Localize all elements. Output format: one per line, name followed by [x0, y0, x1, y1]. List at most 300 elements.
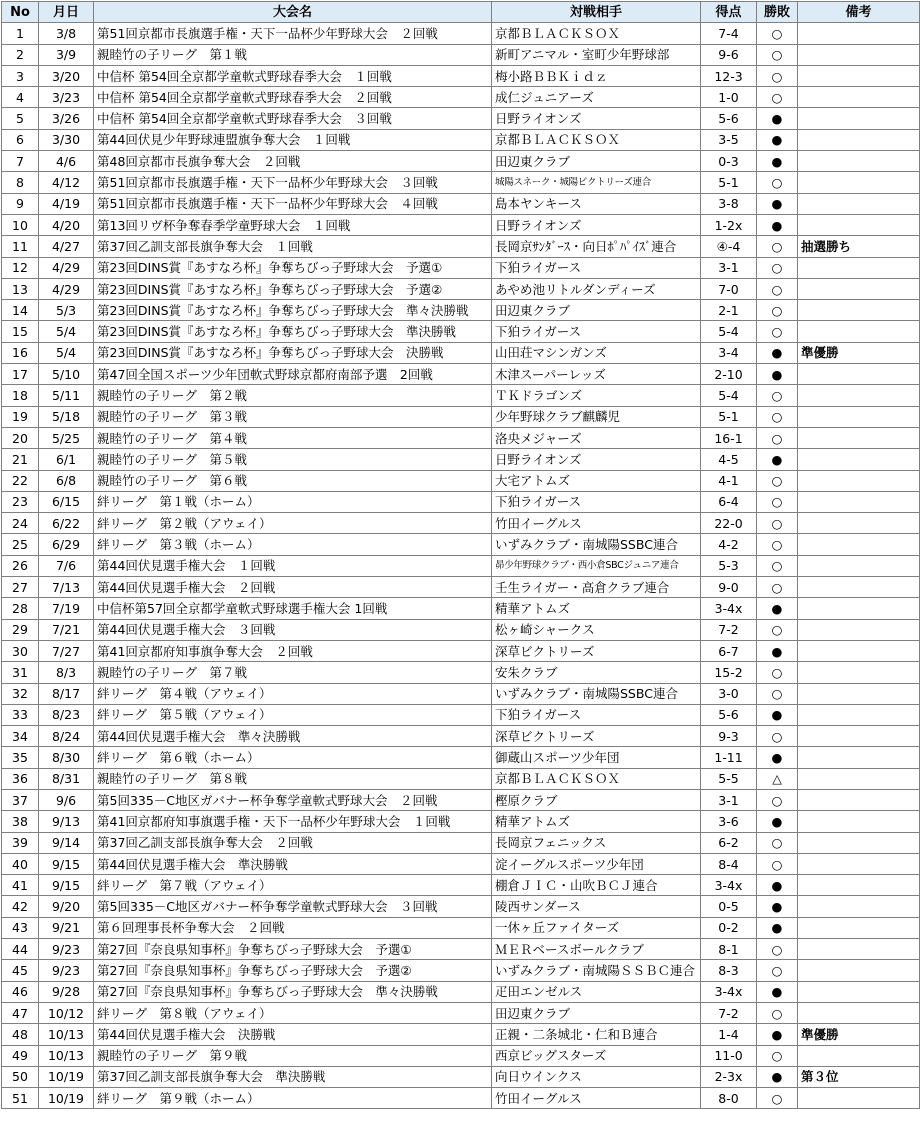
- row-score: 22-0: [701, 513, 757, 534]
- row-score: 5-4: [701, 321, 757, 342]
- row-notes: 抽選勝ち: [798, 236, 920, 257]
- row-date: 9/13: [39, 811, 94, 832]
- row-result: △: [757, 768, 798, 789]
- row-tournament: 第23回DINS賞『あすなろ杯』争奪ちびっ子野球大会 予選②: [94, 278, 492, 299]
- row-tournament: 中信杯第57回全京都学童軟式野球選手権大会 1回戦: [94, 598, 492, 619]
- row-opponent: 安朱クラブ: [492, 662, 701, 683]
- row-result: ○: [757, 960, 798, 981]
- table-row: [2, 1024, 920, 1045]
- row-no: 42: [2, 896, 39, 917]
- row-result: ○: [757, 832, 798, 853]
- row-no: 43: [2, 917, 39, 938]
- row-notes: [798, 1045, 920, 1066]
- table-row: [2, 704, 920, 725]
- row-tournament: 第44回伏見選手権大会 ２回戦: [94, 577, 492, 598]
- table-row: [2, 1002, 920, 1023]
- row-result: ○: [757, 172, 798, 193]
- row-date: 4/12: [39, 172, 94, 193]
- row-result: ○: [757, 939, 798, 960]
- row-opponent: 田辺東クラブ: [492, 151, 701, 172]
- row-notes: [798, 789, 920, 810]
- row-notes: [798, 619, 920, 640]
- row-result: ○: [757, 278, 798, 299]
- row-no: 39: [2, 832, 39, 853]
- row-tournament: 第44回伏見選手権大会 準々決勝戦: [94, 726, 492, 747]
- row-no: 20: [2, 427, 39, 448]
- table-row: [2, 726, 920, 747]
- row-tournament: 第６回理事長杯争奪大会 ２回戦: [94, 917, 492, 938]
- row-opponent: 陵西サンダース: [492, 896, 701, 917]
- row-opponent: 正親・二条城北・仁和Ｂ連合: [492, 1024, 701, 1045]
- row-date: 8/23: [39, 704, 94, 725]
- row-notes: [798, 257, 920, 278]
- row-score: 0-5: [701, 896, 757, 917]
- row-result: ○: [757, 1002, 798, 1023]
- row-notes: [798, 640, 920, 661]
- row-tournament: 絆リーグ 第３戦（ホーム）: [94, 534, 492, 555]
- row-date: 10/19: [39, 1088, 94, 1109]
- row-no: 9: [2, 193, 39, 214]
- row-notes: 第３位: [798, 1066, 920, 1087]
- row-result: ●: [757, 981, 798, 1002]
- row-no: 17: [2, 364, 39, 385]
- row-date: 5/3: [39, 300, 94, 321]
- row-notes: [798, 704, 920, 725]
- row-opponent: 梅小路ＢＢＫｉｄｚ: [492, 65, 701, 86]
- row-tournament: 第23回DINS賞『あすなろ杯』争奪ちびっ子野球大会 決勝戦: [94, 342, 492, 363]
- row-result: ○: [757, 65, 798, 86]
- row-tournament: 第48回京都市長旗争奪大会 ２回戦: [94, 151, 492, 172]
- row-score: 5-6: [701, 108, 757, 129]
- row-opponent: 成仁ジュニアーズ: [492, 87, 701, 108]
- row-tournament: 絆リーグ 第６戦（ホーム）: [94, 747, 492, 768]
- row-date: 7/21: [39, 619, 94, 640]
- row-opponent: いずみクラブ・南城陽SSBC連合: [492, 683, 701, 704]
- row-tournament: 絆リーグ 第１戦（ホーム）: [94, 491, 492, 512]
- row-score: 5-4: [701, 385, 757, 406]
- row-opponent: 田辺東クラブ: [492, 1002, 701, 1023]
- table-row: [2, 981, 920, 1002]
- row-tournament: 第41回京都府知事旗選手権・天下一品杯少年野球大会 １回戦: [94, 811, 492, 832]
- table-row: [2, 662, 920, 683]
- row-score: 16-1: [701, 427, 757, 448]
- row-result: ●: [757, 129, 798, 150]
- row-no: 36: [2, 768, 39, 789]
- row-opponent: ＭＥＲベースボールクラブ: [492, 939, 701, 960]
- row-notes: [798, 406, 920, 427]
- row-score: 4-2: [701, 534, 757, 555]
- row-opponent: 山田荘マシンガンズ: [492, 342, 701, 363]
- row-score: 8-0: [701, 1088, 757, 1109]
- row-opponent: 竹田イーグルス: [492, 513, 701, 534]
- row-notes: [798, 768, 920, 789]
- table-row: [2, 427, 920, 448]
- row-tournament: 第27回『奈良県知事杯』争奪ちびっ子野球大会 予選①: [94, 939, 492, 960]
- row-tournament: 第5回335－C地区ガバナー杯争奪学童軟式野球大会 ２回戦: [94, 789, 492, 810]
- row-tournament: 第47回全国スポーツ少年団軟式野球京都府南部予選 2回戦: [94, 364, 492, 385]
- header-result: 勝敗: [757, 2, 798, 23]
- row-notes: [798, 981, 920, 1002]
- row-tournament: 親睦竹の子リーグ 第２戦: [94, 385, 492, 406]
- row-tournament: 親睦竹の子リーグ 第３戦: [94, 406, 492, 427]
- row-tournament: 中信杯 第54回全京都学童軟式野球春季大会 １回戦: [94, 65, 492, 86]
- row-date: 9/23: [39, 939, 94, 960]
- row-result: ●: [757, 151, 798, 172]
- header-no: No: [2, 2, 39, 23]
- row-opponent: 深草ビクトリーズ: [492, 726, 701, 747]
- row-result: ○: [757, 470, 798, 491]
- row-opponent: 棚倉ＪＩＣ・山吹ＢＣＪ連合: [492, 875, 701, 896]
- table-row: [2, 1066, 920, 1087]
- table-row: [2, 555, 920, 576]
- row-opponent: 精華アトムズ: [492, 598, 701, 619]
- row-no: 21: [2, 449, 39, 470]
- row-date: 10/13: [39, 1045, 94, 1066]
- row-score: 9-6: [701, 44, 757, 65]
- table-row: [2, 491, 920, 512]
- row-no: 23: [2, 491, 39, 512]
- row-opponent: 樫原クラブ: [492, 789, 701, 810]
- row-notes: [798, 747, 920, 768]
- row-no: 41: [2, 875, 39, 896]
- row-tournament: 絆リーグ 第２戦（アウェイ）: [94, 513, 492, 534]
- row-opponent: 下狛ライガース: [492, 321, 701, 342]
- row-no: 24: [2, 513, 39, 534]
- row-notes: [798, 726, 920, 747]
- row-notes: [798, 491, 920, 512]
- row-score: 3-4x: [701, 598, 757, 619]
- row-notes: [798, 427, 920, 448]
- row-result: ○: [757, 321, 798, 342]
- row-result: ●: [757, 640, 798, 661]
- row-opponent: 御蔵山スポーツ少年団: [492, 747, 701, 768]
- row-no: 49: [2, 1045, 39, 1066]
- row-no: 7: [2, 151, 39, 172]
- row-result: ○: [757, 789, 798, 810]
- row-score: 0-3: [701, 151, 757, 172]
- row-no: 28: [2, 598, 39, 619]
- row-opponent: 下狛ライガース: [492, 491, 701, 512]
- row-opponent: いずみクラブ・南城陽ＳＳＢＣ連合: [492, 960, 701, 981]
- row-opponent: 昴少年野球クラブ・西小倉SBCジュニア連合: [492, 555, 701, 576]
- row-notes: [798, 108, 920, 129]
- row-date: 5/4: [39, 321, 94, 342]
- row-notes: [798, 193, 920, 214]
- row-score: 3-4x: [701, 981, 757, 1002]
- row-score: 3-4: [701, 342, 757, 363]
- row-no: 47: [2, 1002, 39, 1023]
- row-notes: [798, 513, 920, 534]
- row-date: 8/24: [39, 726, 94, 747]
- row-score: 7-2: [701, 1002, 757, 1023]
- row-no: 32: [2, 683, 39, 704]
- row-result: ●: [757, 193, 798, 214]
- row-result: ○: [757, 577, 798, 598]
- row-result: ●: [757, 108, 798, 129]
- row-notes: [798, 939, 920, 960]
- row-result: ●: [757, 704, 798, 725]
- row-no: 13: [2, 278, 39, 299]
- row-tournament: 第37回乙訓支部長旗争奪大会 準決勝戦: [94, 1066, 492, 1087]
- row-result: ○: [757, 44, 798, 65]
- row-opponent: 淀イーグルスポーツ少年団: [492, 853, 701, 874]
- row-opponent: ＴＫドラゴンズ: [492, 385, 701, 406]
- row-date: 8/17: [39, 683, 94, 704]
- row-tournament: 親睦竹の子リーグ 第７戦: [94, 662, 492, 683]
- row-notes: [798, 300, 920, 321]
- row-no: 35: [2, 747, 39, 768]
- row-no: 46: [2, 981, 39, 1002]
- row-opponent: 長岡京フェニックス: [492, 832, 701, 853]
- row-date: 6/8: [39, 470, 94, 491]
- row-no: 14: [2, 300, 39, 321]
- row-tournament: 親睦竹の子リーグ 第５戦: [94, 449, 492, 470]
- row-date: 9/21: [39, 917, 94, 938]
- row-tournament: 第23回DINS賞『あすなろ杯』争奪ちびっ子野球大会 予選①: [94, 257, 492, 278]
- row-result: ○: [757, 427, 798, 448]
- row-score: 1-0: [701, 87, 757, 108]
- row-opponent: 島本ヤンキース: [492, 193, 701, 214]
- row-date: 4/29: [39, 278, 94, 299]
- header-row: [2, 2, 920, 23]
- row-date: 9/23: [39, 960, 94, 981]
- row-notes: [798, 598, 920, 619]
- row-notes: 準優勝: [798, 342, 920, 363]
- row-opponent: 深草ビクトリーズ: [492, 640, 701, 661]
- row-opponent: あやめ池リトルダンディーズ: [492, 278, 701, 299]
- table-row: [2, 364, 920, 385]
- row-opponent: 下狛ライガース: [492, 704, 701, 725]
- row-date: 8/30: [39, 747, 94, 768]
- row-notes: [798, 683, 920, 704]
- row-score: 6-2: [701, 832, 757, 853]
- row-date: 3/20: [39, 65, 94, 86]
- row-result: ○: [757, 683, 798, 704]
- row-score: 7-2: [701, 619, 757, 640]
- row-no: 3: [2, 65, 39, 86]
- table-row: [2, 640, 920, 661]
- row-date: 7/6: [39, 555, 94, 576]
- row-notes: [798, 87, 920, 108]
- row-result: ○: [757, 23, 798, 44]
- table-row: [2, 385, 920, 406]
- row-no: 51: [2, 1088, 39, 1109]
- table-row: [2, 257, 920, 278]
- row-result: ○: [757, 619, 798, 640]
- row-opponent: 日野ライオンズ: [492, 449, 701, 470]
- row-no: 27: [2, 577, 39, 598]
- table-row: [2, 598, 920, 619]
- row-opponent: 西京ビッグスターズ: [492, 1045, 701, 1066]
- row-date: 4/27: [39, 236, 94, 257]
- row-date: 4/20: [39, 214, 94, 235]
- row-result: ○: [757, 1088, 798, 1109]
- row-date: 8/31: [39, 768, 94, 789]
- row-score: 2-1: [701, 300, 757, 321]
- row-date: 5/10: [39, 364, 94, 385]
- row-tournament: 中信杯 第54回全京都学童軟式野球春季大会 ２回戦: [94, 87, 492, 108]
- row-tournament: 第27回『奈良県知事杯』争奪ちびっ子野球大会 予選②: [94, 960, 492, 981]
- row-opponent: 木津スーパーレッズ: [492, 364, 701, 385]
- header-notes: 備考: [798, 2, 920, 23]
- row-opponent: 少年野球クラブ麒麟児: [492, 406, 701, 427]
- table-row: [2, 939, 920, 960]
- row-score: 12-3: [701, 65, 757, 86]
- row-notes: [798, 875, 920, 896]
- row-no: 4: [2, 87, 39, 108]
- table-row: [2, 87, 920, 108]
- row-result: ●: [757, 747, 798, 768]
- row-score: 5-5: [701, 768, 757, 789]
- row-result: ●: [757, 342, 798, 363]
- row-date: 5/11: [39, 385, 94, 406]
- row-result: ●: [757, 875, 798, 896]
- table-row: [2, 300, 920, 321]
- row-result: ●: [757, 449, 798, 470]
- row-date: 6/1: [39, 449, 94, 470]
- table-row: [2, 789, 920, 810]
- row-date: 6/22: [39, 513, 94, 534]
- row-no: 2: [2, 44, 39, 65]
- row-result: ○: [757, 1045, 798, 1066]
- row-notes: [798, 172, 920, 193]
- row-opponent: 洛央メジャーズ: [492, 427, 701, 448]
- row-date: 10/12: [39, 1002, 94, 1023]
- row-opponent: 疋田エンゼルス: [492, 981, 701, 1002]
- row-result: ○: [757, 406, 798, 427]
- row-result: ●: [757, 811, 798, 832]
- row-notes: 準優勝: [798, 1024, 920, 1045]
- row-tournament: 第23回DINS賞『あすなろ杯』争奪ちびっ子野球大会 準決勝戦: [94, 321, 492, 342]
- row-no: 44: [2, 939, 39, 960]
- row-notes: [798, 1002, 920, 1023]
- row-notes: [798, 364, 920, 385]
- row-result: ○: [757, 853, 798, 874]
- table-row: [2, 853, 920, 874]
- row-date: 9/20: [39, 896, 94, 917]
- row-notes: [798, 811, 920, 832]
- row-no: 10: [2, 214, 39, 235]
- row-score: 6-4: [701, 491, 757, 512]
- row-score: 7-4: [701, 23, 757, 44]
- row-score: 3-8: [701, 193, 757, 214]
- row-date: 10/19: [39, 1066, 94, 1087]
- row-result: ○: [757, 555, 798, 576]
- row-result: ●: [757, 917, 798, 938]
- row-date: 3/26: [39, 108, 94, 129]
- row-score: 1-4: [701, 1024, 757, 1045]
- row-no: 31: [2, 662, 39, 683]
- results-table: [1, 1, 920, 1109]
- row-tournament: 第44回伏見選手権大会 決勝戦: [94, 1024, 492, 1045]
- row-no: 1: [2, 23, 39, 44]
- row-opponent: 向日ウインクス: [492, 1066, 701, 1087]
- table-row: [2, 960, 920, 981]
- row-result: ●: [757, 598, 798, 619]
- table-row: [2, 321, 920, 342]
- table-row: [2, 577, 920, 598]
- row-tournament: 第37回乙訓支部長旗争奪大会 １回戦: [94, 236, 492, 257]
- row-date: 5/25: [39, 427, 94, 448]
- row-score: 2-10: [701, 364, 757, 385]
- row-tournament: 親睦竹の子リーグ 第９戦: [94, 1045, 492, 1066]
- row-notes: [798, 534, 920, 555]
- row-result: ○: [757, 513, 798, 534]
- row-opponent: 大宅アトムズ: [492, 470, 701, 491]
- row-no: 25: [2, 534, 39, 555]
- row-date: 9/6: [39, 789, 94, 810]
- table-row: [2, 129, 920, 150]
- row-score: ④-4: [701, 236, 757, 257]
- table-row: [2, 193, 920, 214]
- row-score: 3-6: [701, 811, 757, 832]
- table-row: [2, 832, 920, 853]
- row-tournament: 絆リーグ 第４戦（アウェイ）: [94, 683, 492, 704]
- table-row: [2, 449, 920, 470]
- row-tournament: 第23回DINS賞『あすなろ杯』争奪ちびっ子野球大会 準々決勝戦: [94, 300, 492, 321]
- row-opponent: 長岡京ｻﾝﾀﾞｰｽ・向日ﾎﾟﾊﾟｲｽﾞ連合: [492, 236, 701, 257]
- row-notes: [798, 470, 920, 491]
- row-tournament: 第44回伏見選手権大会 ３回戦: [94, 619, 492, 640]
- row-notes: [798, 1088, 920, 1109]
- row-date: 6/29: [39, 534, 94, 555]
- row-no: 34: [2, 726, 39, 747]
- table-row: [2, 278, 920, 299]
- row-no: 40: [2, 853, 39, 874]
- row-notes: [798, 832, 920, 853]
- row-result: ●: [757, 896, 798, 917]
- row-no: 26: [2, 555, 39, 576]
- row-date: 4/19: [39, 193, 94, 214]
- row-tournament: 絆リーグ 第５戦（アウェイ）: [94, 704, 492, 725]
- row-no: 37: [2, 789, 39, 810]
- row-score: 9-3: [701, 726, 757, 747]
- row-no: 11: [2, 236, 39, 257]
- table-row: [2, 108, 920, 129]
- row-notes: [798, 853, 920, 874]
- row-no: 48: [2, 1024, 39, 1045]
- row-tournament: 第13回リヴ杯争奪春季学童野球大会 １回戦: [94, 214, 492, 235]
- table-row: [2, 683, 920, 704]
- row-opponent: 日野ライオンズ: [492, 214, 701, 235]
- row-no: 19: [2, 406, 39, 427]
- row-score: 4-1: [701, 470, 757, 491]
- row-result: ○: [757, 491, 798, 512]
- table-row: [2, 896, 920, 917]
- table-row: [2, 470, 920, 491]
- row-result: ○: [757, 534, 798, 555]
- row-score: 5-6: [701, 704, 757, 725]
- table-row: [2, 236, 920, 257]
- header-score: 得点: [701, 2, 757, 23]
- row-notes: [798, 449, 920, 470]
- row-score: 1-11: [701, 747, 757, 768]
- row-result: ○: [757, 300, 798, 321]
- row-date: 7/13: [39, 577, 94, 598]
- row-score: 3-1: [701, 257, 757, 278]
- row-opponent: 竹田イーグルス: [492, 1088, 701, 1109]
- row-score: 2-3x: [701, 1066, 757, 1087]
- row-notes: [798, 321, 920, 342]
- table-body: [2, 23, 920, 1109]
- row-score: 5-3: [701, 555, 757, 576]
- row-tournament: 中信杯 第54回全京都学童軟式野球春季大会 ３回戦: [94, 108, 492, 129]
- header-opponent: 対戦相手: [492, 2, 701, 23]
- table-row: [2, 534, 920, 555]
- row-score: 0-2: [701, 917, 757, 938]
- row-score: 8-4: [701, 853, 757, 874]
- row-tournament: 第44回伏見少年野球連盟旗争奪大会 １回戦: [94, 129, 492, 150]
